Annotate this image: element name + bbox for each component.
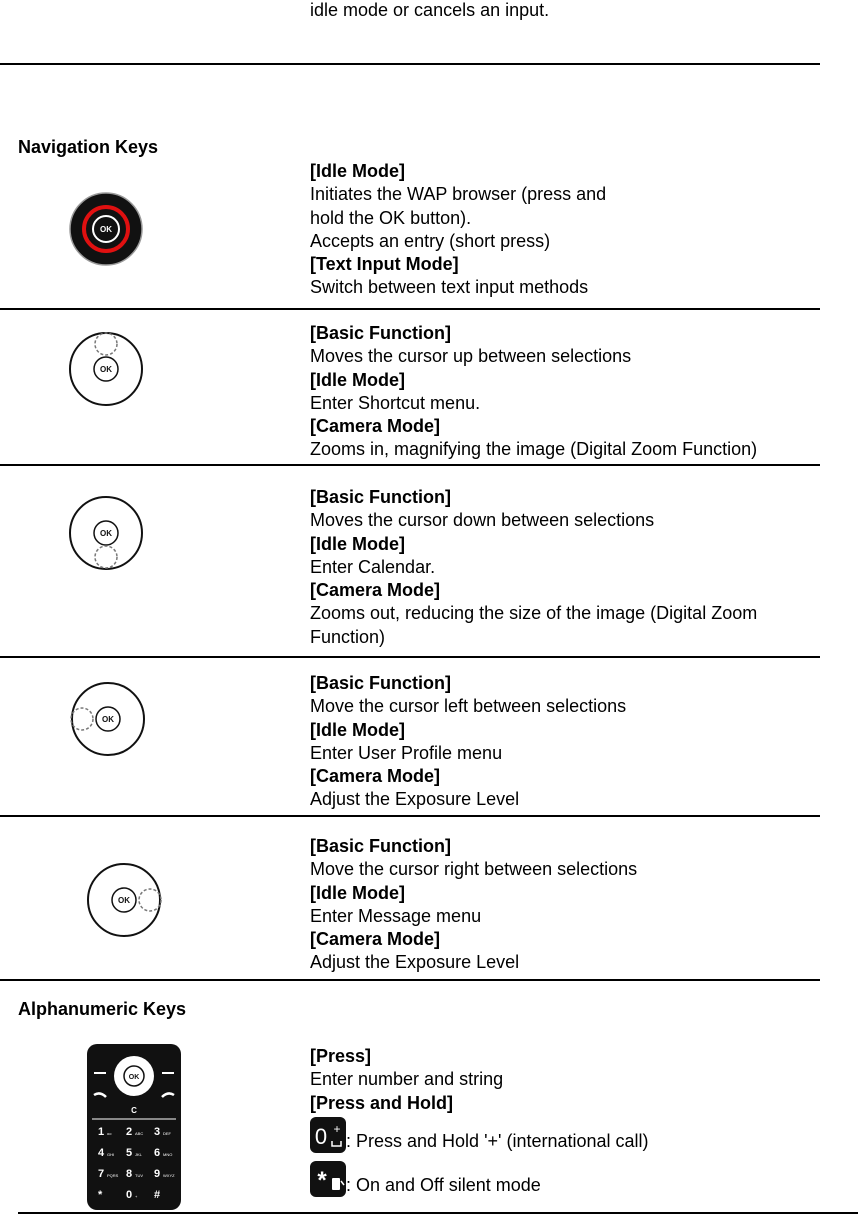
description-line: Moves the cursor down between selections [310,510,655,531]
nav-down-key-icon [68,495,144,571]
ok-key-label: OK [100,225,112,234]
description-line: Enter Shortcut menu. [310,392,481,413]
description-line: Accepts an entry (short press) [310,230,551,251]
keypad-letters: TUV [135,1173,143,1178]
description-line: Switch between text input methods [310,277,589,298]
navigation-keys-heading: Navigation Keys [18,137,159,157]
keypad-letters: GHI [107,1152,115,1157]
ok-key-label: OK [102,715,114,724]
description-line: Moves the cursor up between selections [310,346,632,367]
alphanumeric-description [310,1045,820,1205]
keypad-letters: DEF [163,1131,171,1136]
ok-key-label: OK [100,529,112,538]
keypad-digit: 1 [98,1126,105,1138]
keypad-ok-label: OK [128,1074,140,1081]
description-line: Move the cursor right between selections [310,859,638,880]
divider [0,308,820,310]
keypad-letters: MNO [163,1152,173,1157]
keypad-digit: # [154,1189,161,1201]
star-silent-key-icon [310,1161,346,1197]
hold-zero-text: : Press and Hold '+' (international call) [346,1130,649,1151]
mode-heading: [Camera Mode] [310,929,441,950]
keypad-letters: PQRS [107,1173,119,1178]
mode-heading: [Idle Mode] [310,719,405,740]
divider [0,815,820,817]
ok-key-label: OK [118,896,130,905]
mode-heading: [Camera Mode] [310,766,441,787]
hold-star-line [310,1161,820,1205]
description-line: Enter Calendar. [310,556,436,577]
keypad-digit: 0 [126,1189,133,1201]
description-line: Initiates the WAP browser (press and [310,184,607,205]
press-hold-heading: [Press and Hold] [310,1092,454,1113]
press-heading: [Press] [310,1046,372,1066]
keypad-letters: JKL [135,1152,142,1157]
keypad-digit: 6 [154,1147,161,1159]
description-line: Zooms in, magnifying the image (Digital Zoom Function) [310,439,758,460]
mode-heading: [Idle Mode] [310,161,405,181]
ok-key-label: OK [100,365,112,374]
hold-star-text: : On and Off silent mode [346,1174,541,1195]
description-line: Adjust the Exposure Level [310,789,520,810]
divider [0,63,820,65]
mode-heading: [Basic Function] [310,836,452,856]
keypad-digit: 2 [126,1126,133,1138]
keypad-digit: 9 [154,1168,161,1180]
keypad-letters: WXYZ [163,1173,175,1178]
alphanumeric-keys-heading: Alphanumeric Keys [18,999,187,1019]
nav-left-key-icon [68,681,146,757]
nav-row-4-description [310,835,820,975]
divider [0,979,820,981]
mode-heading: [Basic Function] [310,487,452,507]
mode-heading: [Camera Mode] [310,416,441,437]
keypad-letters: + [135,1194,138,1199]
keypad-clear-label: C [131,1106,137,1115]
keypad-digit: 3 [154,1126,161,1138]
divider [0,464,820,466]
mode-heading: [Idle Mode] [310,369,405,390]
description-line: Move the cursor left between selections [310,696,627,717]
keypad-icon [86,1043,182,1211]
mode-heading: [Basic Function] [310,673,452,693]
nav-row-1-description [310,322,820,462]
nav-right-key-icon [86,862,164,938]
mode-heading: [Idle Mode] [310,533,405,554]
divider [0,656,820,658]
description-line: Enter Message menu [310,905,482,926]
description-line: hold the OK button). [310,207,472,228]
nav-row-3-description [310,672,820,812]
press-text: Enter number and string [310,1069,504,1090]
nav-row-0-description [310,160,820,300]
divider [18,1212,858,1214]
mode-heading: [Text Input Mode] [310,254,459,275]
mode-heading: [Camera Mode] [310,580,441,601]
description-line: Adjust the Exposure Level [310,952,520,973]
hold-zero-line [310,1117,820,1161]
keypad-letters: oo [107,1131,112,1136]
mode-heading: [Basic Function] [310,323,452,343]
description-line: Enter User Profile menu [310,742,503,763]
nav-up-key-icon [68,331,144,407]
description-line: Function) [310,626,386,647]
svg-text:0: 0 [314,1123,328,1149]
keypad-digit: 4 [98,1147,105,1159]
ok-key-icon [68,191,144,267]
mode-heading: [Idle Mode] [310,882,405,903]
svg-text:*: * [317,1166,327,1194]
keypad-digit: 7 [98,1168,105,1180]
keypad-digit: * [98,1189,103,1201]
keypad-letters: ABC [135,1131,144,1136]
nav-row-2-description [310,486,820,649]
zero-plus-key-icon [310,1117,346,1153]
svg-text:+: + [333,1121,341,1136]
keypad-digit: 5 [126,1147,133,1159]
top-fragment-text: idle mode or cancels an input. [310,0,550,20]
keypad-digit: 8 [126,1168,133,1180]
description-line: Zooms out, reducing the size of the image (Digital Zoom [310,603,758,624]
